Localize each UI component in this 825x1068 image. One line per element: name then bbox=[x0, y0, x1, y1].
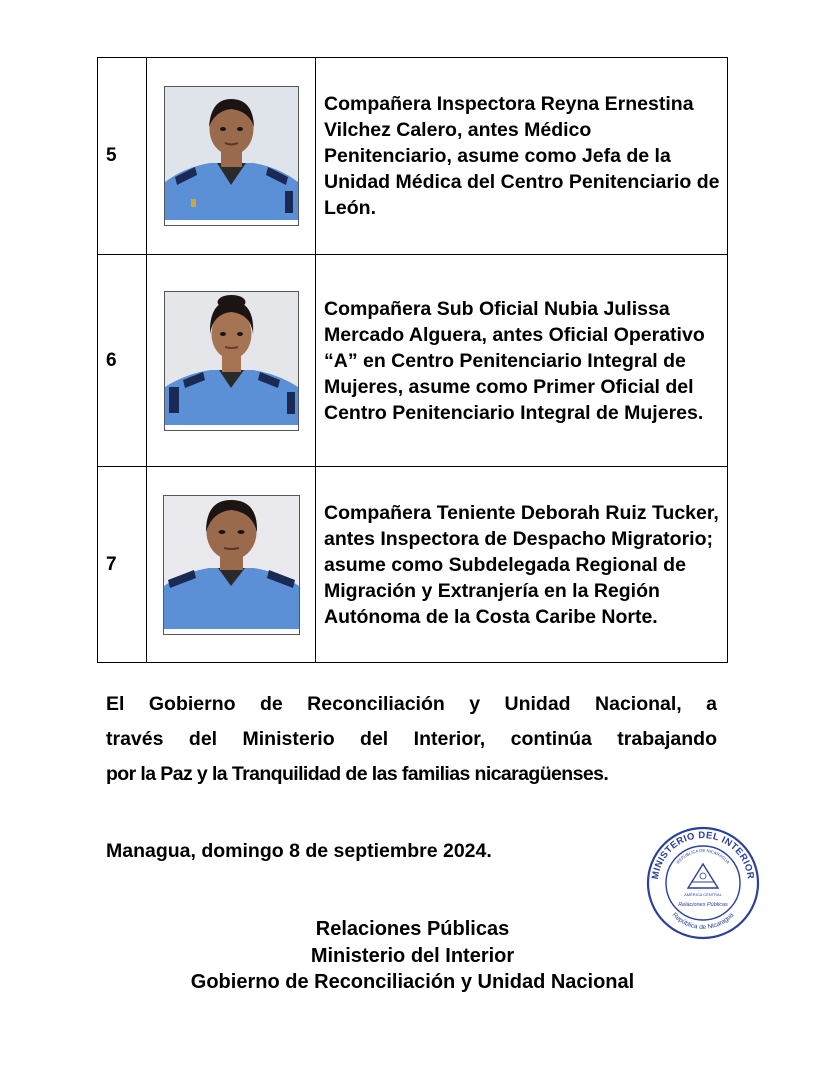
svg-text:MINISTERIO DEL INTERIOR bbox=[650, 830, 756, 880]
table-row bbox=[98, 467, 728, 663]
officer-photo bbox=[163, 495, 300, 635]
portrait-officer-6 bbox=[165, 292, 298, 425]
appointments-table bbox=[97, 57, 728, 663]
closing-line: por la Paz y la Tranquilidad de las familias nicaragüenses. bbox=[106, 763, 609, 785]
photo-cell bbox=[147, 467, 316, 663]
closing-line: través del Ministerio del Interior, continúa trabajando bbox=[106, 728, 717, 750]
seal-outer-text: MINISTERIO DEL INTERIOR bbox=[650, 829, 756, 881]
officer-photo bbox=[164, 86, 299, 226]
seal-inner-bottom-text: AMÉRICA CENTRAL bbox=[684, 892, 722, 897]
row-number: 6 bbox=[98, 255, 147, 467]
photo-cell bbox=[147, 58, 316, 255]
row-number: 5 bbox=[98, 58, 147, 255]
officer-photo bbox=[164, 291, 299, 431]
portrait-officer-5 bbox=[165, 87, 298, 220]
signature-office: Relaciones Públicas bbox=[315, 918, 510, 940]
seal-inner-top-text: REPÚBLICA DE NICARAGUA bbox=[675, 847, 731, 865]
seal-office-text: Relaciones Públicas bbox=[678, 902, 728, 908]
table-row bbox=[98, 255, 728, 467]
svg-text:REPÚBLICA DE NICARAGUA bbox=[675, 848, 730, 865]
photo-cell bbox=[147, 255, 316, 467]
portrait-officer-7 bbox=[164, 496, 299, 629]
signature-government: Gobierno de Reconciliación y Unidad Nacional bbox=[190, 971, 635, 993]
table-row bbox=[98, 58, 728, 255]
seal-bottom-text: República de Nicaragua bbox=[670, 911, 736, 932]
signature-block bbox=[97, 916, 728, 996]
appointment-text: Compañera Inspectora Reyna Ernestina Vilchez Calero, antes Médico Penitenciario, asume como Jefa de la Unidad Médica del Centro Penitenciario de León. bbox=[316, 58, 728, 255]
row-number: 7 bbox=[98, 467, 147, 663]
closing-statement bbox=[106, 687, 717, 792]
dateline: Managua, domingo 8 de septiembre 2024. bbox=[106, 840, 492, 862]
closing-line: El Gobierno de Reconciliación y Unidad Nacional, a bbox=[106, 693, 717, 715]
appointment-text: Compañera Sub Oficial Nubia Julissa Mercado Alguera, antes Oficial Operativo “A” en Centro Penitenciario Integral de Mujeres, asume como Primer Oficial del Centro Penitenciario Integral de Mujeres. bbox=[316, 255, 728, 467]
signature-ministry: Ministerio del Interior bbox=[310, 944, 515, 967]
appointment-text: Compañera Teniente Deborah Ruiz Tucker, antes Inspectora de Despacho Migratorio; asume como Subdelegada Regional de Migración y Extranjería en la Región Autónoma de la Costa Caribe Norte. bbox=[316, 467, 728, 663]
